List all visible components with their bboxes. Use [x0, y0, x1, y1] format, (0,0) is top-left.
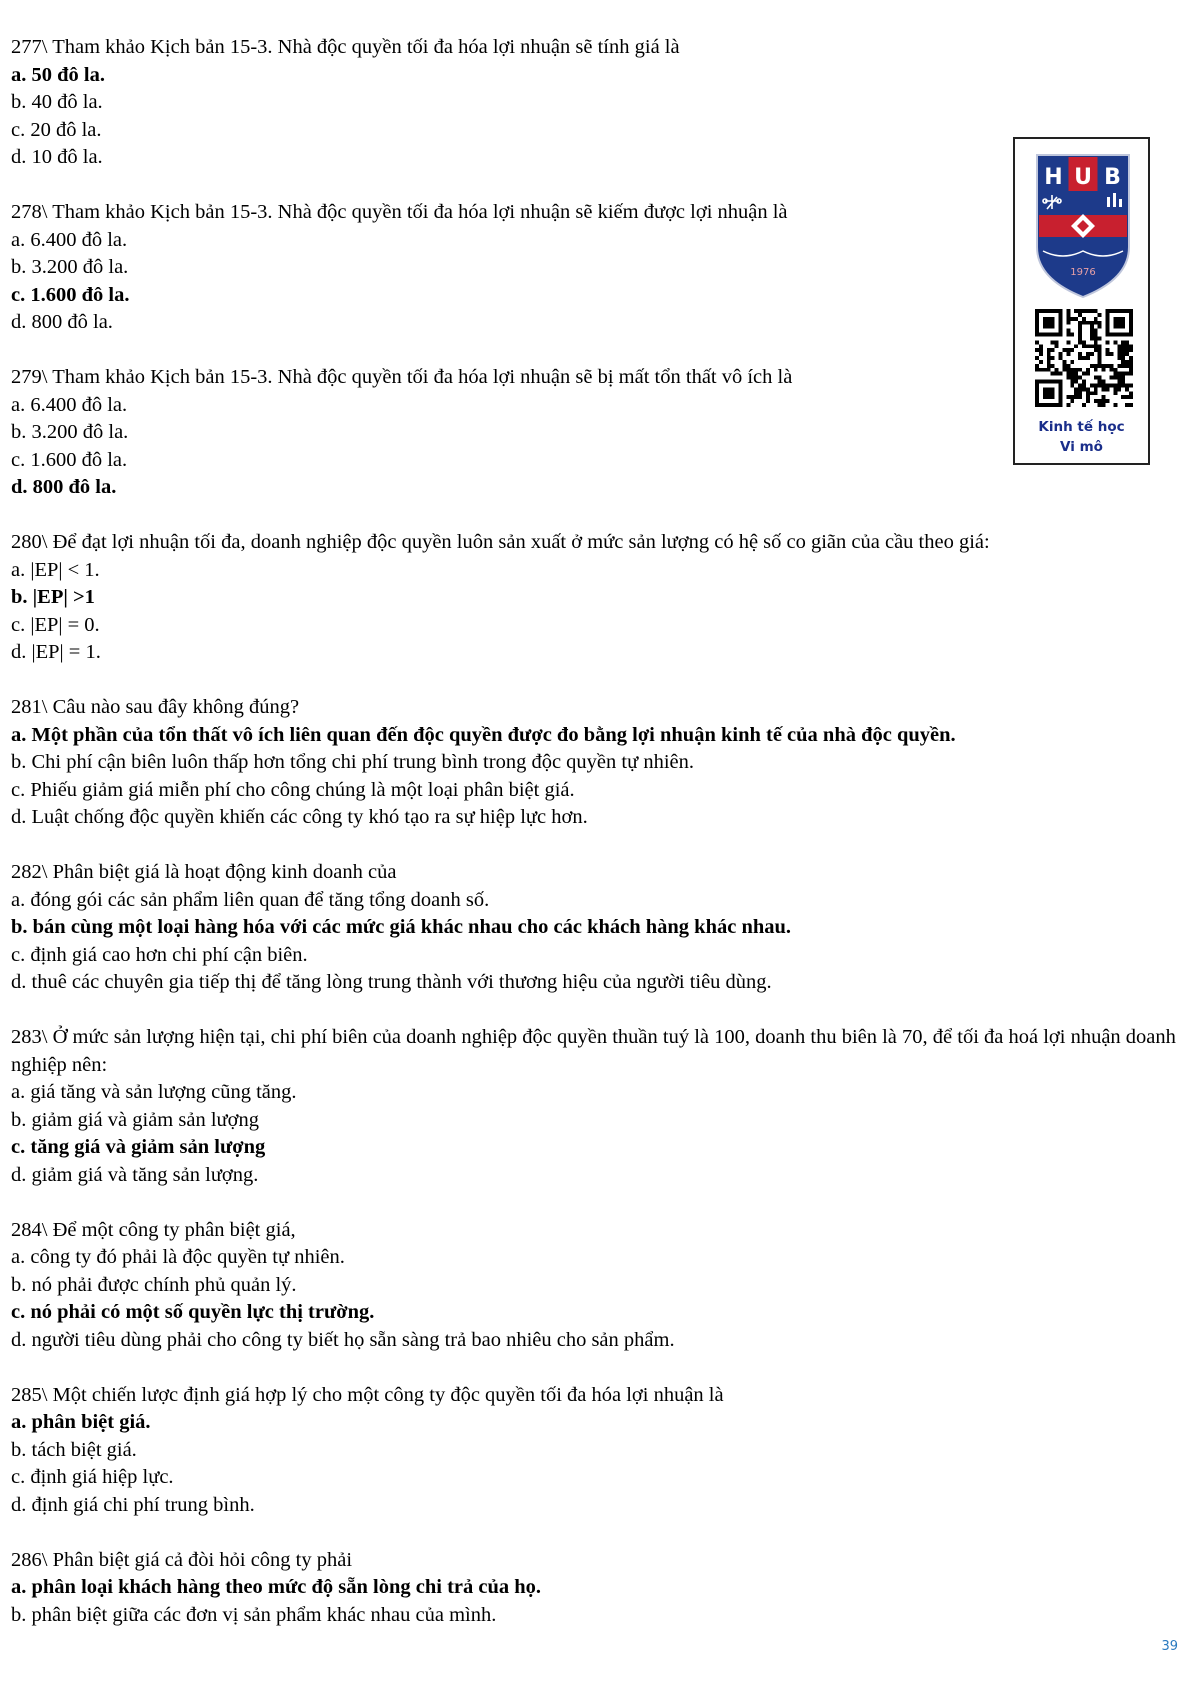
- logo-letter-u: U: [1074, 165, 1092, 190]
- answer-option: a. công ty đó phải là độc quyền tự nhiên.: [11, 1246, 345, 1268]
- logo-caption: [1015, 417, 1148, 457]
- answer-option: d. 800 đô la.: [11, 311, 113, 333]
- question-block: [11, 1382, 1181, 1520]
- answer-option: d. người tiêu dùng phải cho công ty biết họ sẵn sàng trả bao nhiêu cho sản phẩm.: [11, 1328, 675, 1351]
- answer-option-correct: c. 1.600 đô la.: [11, 283, 130, 306]
- question-stem: 279\ Tham khảo Kịch bản 15-3. Nhà độc quyền tối đa hóa lợi nhuận sẽ bị mất tổn thất vô ích là: [11, 366, 793, 388]
- answer-option: d. giảm giá và tăng sản lượng.: [11, 1163, 259, 1186]
- question-block: [11, 1024, 1181, 1189]
- answer-option: c. Phiếu giảm giá miễn phí cho công chúng là một loại phân biệt giá.: [11, 778, 575, 801]
- logo-caption-line2: Vi mô: [1060, 439, 1103, 455]
- answer-option: c. định giá cao hơn chi phí cận biên.: [11, 943, 308, 966]
- answer-option: d. thuê các chuyên gia tiếp thị để tăng lòng trung thành với thương hiệu của người tiêu dùng.: [11, 971, 772, 993]
- logo-caption-line1: Kinh tế học: [1038, 419, 1125, 435]
- answer-option: c. định giá hiệp lực.: [11, 1466, 174, 1488]
- logo-letter-h: H: [1044, 165, 1063, 190]
- answer-option-correct: c. nó phải có một số quyền lực thị trường.: [11, 1301, 375, 1323]
- question-block: [11, 1547, 1181, 1630]
- question-block: [11, 199, 1181, 337]
- answer-option: b. tách biệt giá.: [11, 1438, 137, 1461]
- question-stem: 280\ Để đạt lợi nhuận tối đa, doanh nghiệp độc quyền luôn sản xuất ở mức sản lượng có hệ số co giãn của cầu theo giá:: [11, 531, 990, 553]
- answer-option: d. Luật chống độc quyền khiến các công ty khó tạo ra sự hiệp lực hơn.: [11, 806, 588, 828]
- answer-option: a. đóng gói các sản phẩm liên quan để tăng tổng doanh số.: [11, 888, 490, 911]
- hub-shield-logo: [1033, 151, 1133, 301]
- answer-option: d. |EP| = 1.: [11, 641, 101, 663]
- answer-option: c. 1.600 đô la.: [11, 448, 128, 471]
- question-block: [11, 364, 1181, 502]
- logo-year: 1976: [1070, 267, 1096, 278]
- question-stem: 277\ Tham khảo Kịch bản 15-3. Nhà độc quyền tối đa hóa lợi nhuận sẽ tính giá là: [11, 36, 680, 58]
- question-stem: 282\ Phân biệt giá là hoạt động kinh doanh của: [11, 861, 397, 883]
- answer-option: d. định giá chi phí trung bình.: [11, 1493, 255, 1516]
- answer-option-correct: a. 50 đô la.: [11, 63, 105, 86]
- question-block: [11, 34, 1181, 172]
- answer-option-correct: a. phân biệt giá.: [11, 1411, 151, 1433]
- hub-logo-card: [1013, 137, 1150, 465]
- answer-option-correct: d. 800 đô la.: [11, 476, 117, 498]
- answer-option: c. |EP| = 0.: [11, 613, 100, 636]
- answer-option: b. phân biệt giữa các đơn vị sản phẩm khác nhau của mình.: [11, 1603, 497, 1626]
- question-block: [11, 529, 1181, 667]
- answer-option-correct: c. tăng giá và giảm sản lượng: [11, 1136, 266, 1158]
- question-stem: 281\ Câu nào sau đây không đúng?: [11, 696, 300, 718]
- answer-option: a. 6.400 đô la.: [11, 228, 128, 251]
- answer-option: b. Chi phí cận biên luôn thấp hơn tổng chi phí trung bình trong độc quyền tự nhiên.: [11, 751, 694, 773]
- qr-code: [1035, 309, 1133, 407]
- answer-option: b. 40 đô la.: [11, 91, 103, 113]
- question-stem: 285\ Một chiến lược định giá hợp lý cho một công ty độc quyền tối đa hóa lợi nhuận là: [11, 1383, 724, 1406]
- page-number: 39: [1161, 1639, 1178, 1654]
- answer-option: d. 10 đô la.: [11, 146, 103, 168]
- answer-option-correct: a. phân loại khách hàng theo mức độ sẵn lòng chi trả của họ.: [11, 1576, 542, 1598]
- answer-option: c. 20 đô la.: [11, 118, 102, 141]
- answer-option: b. 3.200 đô la.: [11, 256, 129, 278]
- answer-option: a. giá tăng và sản lượng cũng tăng.: [11, 1081, 297, 1103]
- logo-letter-b: B: [1104, 165, 1121, 190]
- question-stem: 284\ Để một công ty phân biệt giá,: [11, 1218, 296, 1241]
- answer-option-correct: b. bán cùng một loại hàng hóa với các mức giá khác nhau cho các khách hàng khác nhau.: [11, 916, 792, 938]
- question-list: [11, 34, 1181, 1657]
- answer-option: b. nó phải được chính phủ quản lý.: [11, 1273, 297, 1296]
- question-stem: 278\ Tham khảo Kịch bản 15-3. Nhà độc quyền tối đa hóa lợi nhuận sẽ kiếm được lợi nhuận là: [11, 201, 788, 223]
- answer-option: a. 6.400 đô la.: [11, 393, 128, 416]
- answer-option: b. 3.200 đô la.: [11, 421, 129, 443]
- answer-option-correct: b. |EP| >1: [11, 586, 95, 608]
- question-stem: 283\ Ở mức sản lượng hiện tại, chi phí biên của doanh nghiệp độc quyền thuần tuý là 100, doanh thu biên là 70, để tối đa hoá lợi nhuận doanh nghiệp nên:: [11, 1026, 1176, 1076]
- answer-option: b. giảm giá và giảm sản lượng: [11, 1108, 259, 1131]
- answer-option: a. |EP| < 1.: [11, 558, 100, 581]
- question-stem: 286\ Phân biệt giá cả đòi hỏi công ty phải: [11, 1548, 353, 1571]
- question-block: [11, 1217, 1181, 1355]
- question-block: [11, 694, 1181, 832]
- answer-option-correct: a. Một phần của tổn thất vô ích liên quan đến độc quyền được đo bằng lợi nhuận kinh tế của nhà độc quyền.: [11, 723, 956, 746]
- question-block: [11, 859, 1181, 997]
